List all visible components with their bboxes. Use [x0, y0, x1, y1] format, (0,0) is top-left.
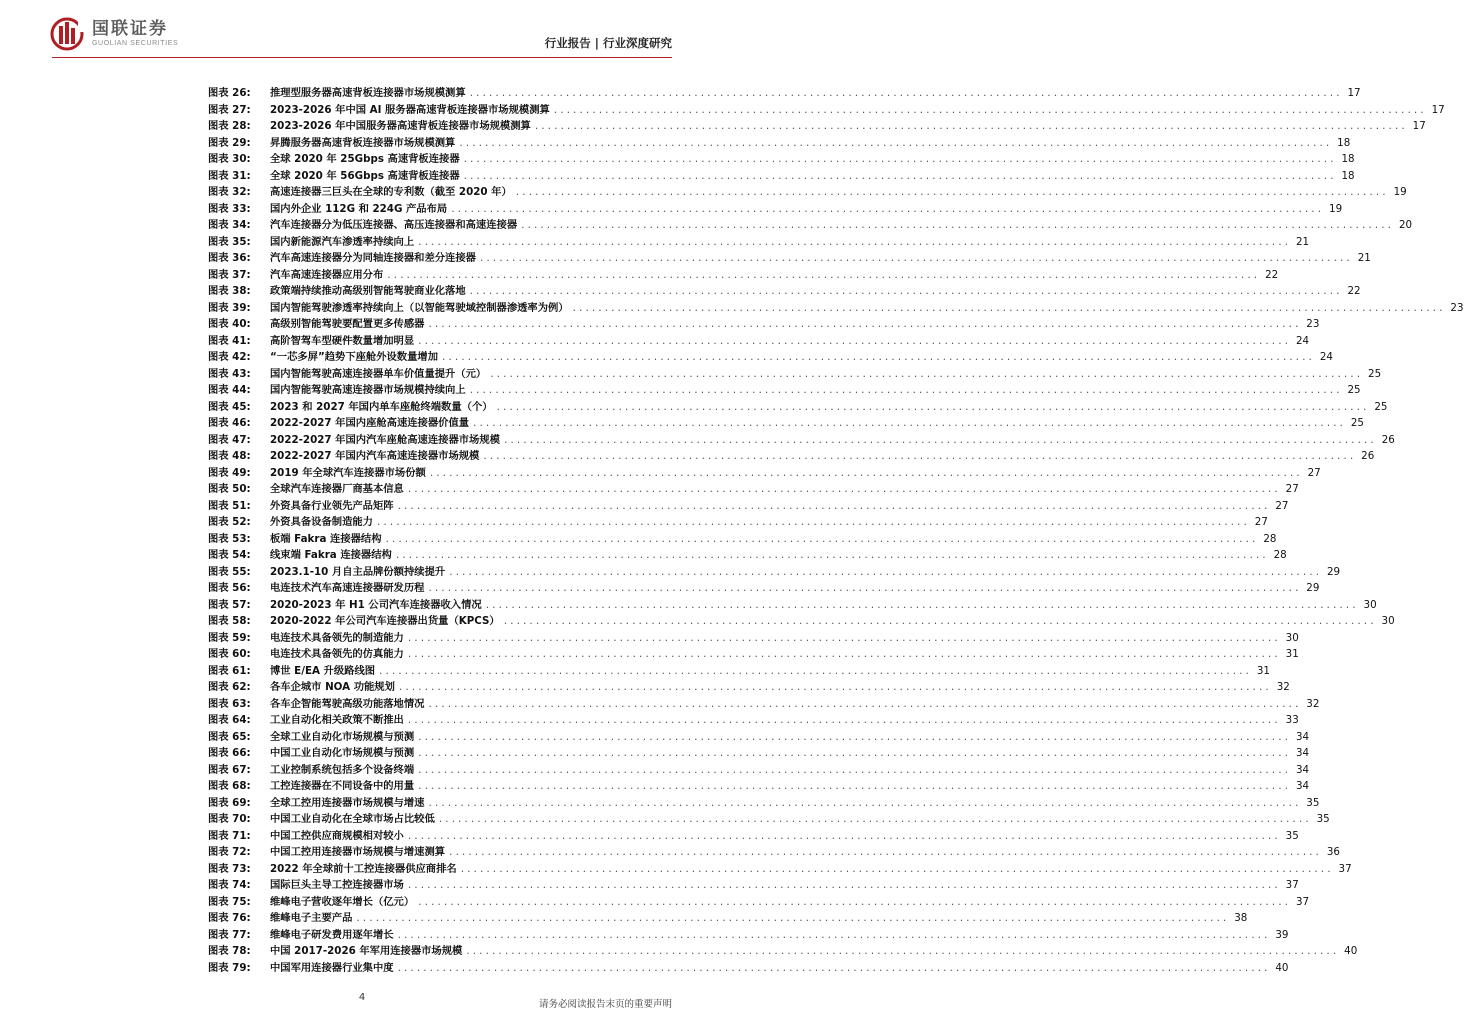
toc-entry-page: 23 [1306, 318, 1320, 330]
toc-entry[interactable] [208, 827, 1299, 844]
toc-entry[interactable] [208, 332, 1310, 349]
toc-entry-label: 图表 33: [208, 202, 251, 215]
toc-leader-dots [479, 254, 1352, 264]
toc-entry[interactable] [208, 777, 1310, 794]
toc-entry-title: 国内智能驾驶高速连接器单车价值量提升（元） [270, 367, 487, 380]
toc-entry-title: 国际巨头主导工控连接器市场 [270, 879, 404, 891]
toc-entry-title: 2019 年全球汽车连接器市场份额 [270, 466, 426, 479]
toc-entry-page: 20 [1398, 219, 1413, 231]
toc-entry-label: 图表 31: [208, 169, 251, 182]
toc-entry-page: 18 [1341, 153, 1355, 165]
toc-entry-title: 维峰电子营收逐年增长（亿元） [270, 895, 415, 908]
toc-entry-title: 电连技术具备领先的仿真能力 [270, 648, 404, 660]
toc-leader-dots [417, 238, 1290, 248]
toc-entry-page: 34 [1295, 763, 1310, 776]
toc-entry[interactable] [208, 216, 1413, 233]
toc-entry[interactable] [208, 612, 1395, 629]
toc-leader-dots [417, 782, 1290, 792]
toc-entry-page: 26 [1361, 450, 1375, 462]
toc-leader-dots [441, 353, 1314, 363]
toc-entry-page: 30 [1381, 615, 1395, 627]
toc-entry-page: 39 [1275, 928, 1289, 941]
toc-entry-page: 23 [1450, 301, 1464, 314]
toc-entry-label: 图表 57: [208, 598, 251, 611]
toc-entry-label: 图表 42: [208, 351, 251, 363]
toc-entry-title: 博世 E/EA 升级路线图 [270, 664, 376, 677]
toc-entry[interactable] [208, 233, 1310, 250]
toc-entry-page: 35 [1285, 829, 1299, 842]
toc-entry-page: 21 [1295, 235, 1310, 248]
toc-entry-label: 图表 27: [208, 103, 251, 116]
toc-entry[interactable] [208, 662, 1270, 679]
toc-entry-label: 图表 72: [208, 846, 251, 858]
toc-leader-dots [496, 403, 1369, 413]
toc-entry-label: 图表 52: [208, 516, 251, 528]
toc-entry-label: 图表 56: [208, 582, 251, 594]
toc-leader-dots [534, 122, 1407, 132]
toc-entry[interactable] [208, 546, 1287, 563]
toc-entry[interactable] [208, 909, 1248, 926]
toc-entry-title: 全球工业自动化市场规模与预测 [270, 730, 415, 743]
toc-leader-dots [397, 502, 1270, 512]
toc-entry-title: 工业控制系统包括多个设备终端 [270, 763, 415, 776]
toc-entry[interactable] [208, 959, 1289, 976]
toc-entry[interactable] [208, 926, 1289, 943]
toc-entry-label: 图表 55: [208, 565, 251, 578]
toc-entry[interactable] [208, 893, 1310, 910]
toc-leader-dots [463, 155, 1336, 165]
toc-entry-label: 图表 62: [208, 681, 251, 693]
toc-leader-dots [355, 914, 1228, 924]
toc-entry-title: 全球工控用连接器市场规模与增速 [270, 796, 425, 809]
toc-entry-title: 汽车高速连接器分为同轴连接器和差分连接器 [270, 252, 476, 264]
toc-entry-page: 32 [1306, 697, 1320, 710]
table-of-figures [208, 84, 1464, 975]
toc-leader-dots [520, 221, 1393, 231]
toc-entry-label: 图表 44: [208, 384, 251, 396]
toc-leader-dots [427, 320, 1300, 330]
toc-leader-dots [448, 568, 1321, 578]
toc-entry-page: 40 [1275, 961, 1289, 974]
toc-leader-dots [448, 848, 1321, 858]
toc-entry-title: 电连技术汽车高速连接器研发历程 [270, 582, 425, 594]
report-type: 行业报告 | 行业深度研究 [544, 36, 672, 50]
toc-entry[interactable] [208, 183, 1407, 200]
toc-entry-page: 19 [1393, 186, 1407, 198]
toc-entry-label: 图表 32: [208, 186, 251, 198]
toc-entry-title: 中国 2017-2026 年军用连接器市场规模 [270, 945, 463, 957]
toc-entry-label: 图表 29: [208, 136, 251, 149]
toc-entry-title: 2023-2026 年中国 AI 服务器高速背板连接器市场规模测算 [270, 103, 550, 116]
toc-leader-dots [503, 617, 1376, 627]
toc-leader-dots [397, 964, 1270, 974]
toc-entry-title: 2022-2027 年国内座舱高速连接器价值量 [270, 417, 470, 429]
toc-leader-dots [450, 205, 1323, 215]
toc-leader-dots [417, 337, 1290, 347]
toc-entry-page: 24 [1319, 351, 1333, 363]
toc-entry-title: 维峰电子主要产品 [270, 912, 353, 924]
toc-entry-page: 34 [1295, 747, 1310, 759]
toc-entry-title: 汽车连接器分为低压连接器、高压连接器和高速连接器 [270, 219, 518, 231]
toc-entry-page: 29 [1306, 582, 1320, 594]
toc-entry[interactable] [208, 431, 1395, 448]
toc-entry-label: 图表 63: [208, 697, 251, 710]
toc-entry[interactable] [208, 794, 1320, 811]
toc-entry[interactable] [208, 101, 1445, 118]
toc-entry-page: 34 [1295, 730, 1310, 743]
toc-entry[interactable] [208, 84, 1361, 101]
toc-entry-page: 24 [1295, 334, 1310, 347]
toc-leader-dots [395, 551, 1268, 561]
toc-leader-dots [407, 716, 1280, 726]
toc-entry-title: 国内智能驾驶高速连接器市场规模持续向上 [270, 384, 466, 396]
toc-leader-dots [407, 634, 1280, 644]
toc-leader-dots [427, 584, 1300, 594]
toc-leader-dots [417, 749, 1290, 759]
toc-entry-title: 外资具备行业领先产品矩阵 [270, 499, 394, 512]
toc-entry[interactable] [208, 249, 1371, 266]
toc-entry-label: 图表 58: [208, 615, 251, 627]
toc-entry-page: 40 [1344, 945, 1358, 957]
toc-leader-dots [398, 683, 1271, 693]
toc-entry[interactable] [208, 480, 1299, 497]
toc-leader-dots [407, 881, 1280, 891]
toc-entry[interactable] [208, 860, 1352, 877]
page-number: 4 [358, 992, 366, 1003]
toc-entry-page: 37 [1285, 879, 1299, 891]
toc-entry[interactable] [208, 348, 1333, 365]
toc-entry-label: 图表 48: [208, 450, 251, 462]
toc-leader-dots [429, 469, 1302, 479]
toc-entry-title: 工业自动化相关政策不断推出 [270, 714, 404, 726]
toc-leader-dots [469, 287, 1342, 297]
toc-entry-page: 28 [1273, 549, 1287, 561]
toc-leader-dots [386, 271, 1259, 281]
toc-entry-title: 中国军用连接器行业集中度 [270, 961, 394, 974]
toc-leader-dots [463, 172, 1336, 182]
toc-entry-label: 图表 36: [208, 252, 251, 264]
toc-entry-page: 31 [1285, 648, 1299, 660]
toc-entry-page: 17 [1347, 87, 1361, 99]
toc-entry-label: 图表 71: [208, 829, 251, 842]
toc-entry-page: 29 [1327, 565, 1341, 578]
toc-entry-title: 外资具备设备制造能力 [270, 516, 373, 528]
logo-text [92, 19, 178, 48]
toc-entry-title: 高级别智能驾驶要配置更多传感器 [270, 318, 425, 330]
toc-entry[interactable] [208, 497, 1289, 514]
toc-entry-label: 图表 78: [208, 945, 251, 957]
toc-entry[interactable] [208, 134, 1351, 151]
toc-entry[interactable] [208, 942, 1358, 959]
toc-entry[interactable] [208, 761, 1310, 778]
toc-entry-label: 图表 68: [208, 780, 251, 792]
toc-entry-title: 2020-2022 年公司汽车连接器出货量（KPCS） [270, 615, 500, 627]
toc-entry[interactable] [208, 299, 1464, 316]
toc-entry[interactable] [208, 398, 1388, 415]
toc-leader-dots [417, 733, 1290, 743]
toc-entry-title: 汽车高速连接器应用分布 [270, 268, 384, 281]
toc-entry-title: 线束端 Fakra 连接器结构 [270, 549, 392, 561]
toc-entry[interactable] [208, 629, 1299, 646]
toc-entry-label: 图表 30: [208, 153, 251, 165]
toc-leader-dots [438, 815, 1311, 825]
disclaimer-note: 请务必阅读报告末页的重要声明 [538, 999, 672, 1010]
toc-entry-page: 33 [1285, 714, 1299, 726]
toc-leader-dots [397, 931, 1270, 941]
toc-entry[interactable] [208, 381, 1361, 398]
toc-entry-page: 25 [1350, 417, 1364, 429]
toc-entry-page: 27 [1285, 483, 1299, 495]
toc-leader-dots [469, 386, 1342, 396]
toc-entry-page: 21 [1357, 252, 1371, 264]
toc-entry[interactable] [208, 447, 1375, 464]
logo-chinese-name: 国联证券 [92, 18, 168, 39]
toc-entry-page: 27 [1275, 499, 1289, 512]
toc-entry[interactable] [208, 117, 1426, 134]
toc-entry[interactable] [208, 414, 1364, 431]
toc-leader-dots [460, 865, 1333, 875]
toc-entry-page: 25 [1374, 400, 1388, 413]
toc-leader-dots [489, 370, 1362, 380]
toc-leader-dots [427, 799, 1300, 809]
toc-entry-label: 图表 49: [208, 466, 251, 479]
toc-entry-label: 图表 69: [208, 796, 251, 809]
toc-leader-dots [427, 700, 1300, 710]
toc-entry[interactable] [208, 843, 1340, 860]
toc-entry[interactable] [208, 266, 1279, 283]
toc-entry-title: 高阶智驾车型硬件数量增加明显 [270, 334, 415, 347]
toc-entry-page: 27 [1254, 516, 1268, 528]
toc-entry-title: 中国工业自动化市场规模与预测 [270, 747, 415, 759]
toc-entry-title: 2020-2023 年 H1 公司汽车连接器收入情况 [270, 598, 482, 611]
toc-entry-page: 25 [1347, 384, 1361, 396]
toc-leader-dots [515, 188, 1388, 198]
toc-entry-title: “一芯多屏”趋势下座舱外设数量增加 [270, 351, 438, 363]
toc-entry-page: 22 [1347, 285, 1361, 297]
toc-entry[interactable] [208, 678, 1290, 695]
toc-entry-label: 图表 70: [208, 813, 251, 825]
toc-entry-title: 各车企城市 NOA 功能规划 [270, 681, 395, 693]
toc-entry[interactable] [208, 150, 1355, 167]
toc-entry-title: 推理型服务器高速背板连接器市场规模测算 [270, 87, 466, 99]
toc-entry[interactable] [208, 695, 1320, 712]
toc-entry-label: 图表 38: [208, 285, 251, 297]
toc-leader-dots [385, 535, 1258, 545]
company-logo [50, 16, 178, 50]
toc-entry-label: 图表 45: [208, 400, 251, 413]
toc-entry-page: 31 [1256, 664, 1270, 677]
toc-entry-page: 22 [1265, 268, 1279, 281]
toc-entry[interactable] [208, 744, 1310, 761]
toc-entry-page: 37 [1338, 862, 1352, 875]
toc-entry-title: 国内外企业 112G 和 224G 产品布局 [270, 202, 448, 215]
toc-entry-page: 32 [1276, 681, 1290, 693]
toc-entry[interactable] [208, 563, 1341, 580]
toc-entry-label: 图表 77: [208, 928, 251, 941]
toc-entry[interactable] [208, 711, 1299, 728]
toc-entry-label: 图表 35: [208, 235, 251, 248]
toc-entry-label: 图表 39: [208, 301, 251, 314]
toc-entry-page: 35 [1306, 796, 1320, 809]
toc-leader-dots [472, 419, 1345, 429]
header-divider [52, 57, 672, 58]
toc-entry-label: 图表 74: [208, 879, 251, 891]
toc-entry[interactable] [208, 645, 1299, 662]
toc-entry-title: 全球 2020 年 25Gbps 高速背板连接器 [270, 153, 460, 165]
toc-entry-title: 昇腾服务器高速背板连接器市场规模测算 [270, 136, 456, 149]
toc-entry-page: 35 [1316, 813, 1330, 825]
toc-entry-label: 图表 65: [208, 730, 251, 743]
toc-entry-label: 图表 40: [208, 318, 251, 330]
toc-entry-label: 图表 79: [208, 961, 251, 974]
page-header [0, 0, 724, 62]
toc-entry-label: 图表 76: [208, 912, 251, 924]
toc-entry-label: 图表 41: [208, 334, 251, 347]
toc-entry-title: 维峰电子研发费用逐年增长 [270, 928, 394, 941]
toc-entry[interactable] [208, 464, 1321, 481]
toc-entry-label: 图表 73: [208, 862, 251, 875]
toc-entry-label: 图表 51: [208, 499, 251, 512]
toc-leader-dots [378, 667, 1251, 677]
toc-entry-page: 34 [1295, 780, 1310, 792]
toc-entry-title: 2023 和 2027 年国内单车座舱终端数量（个） [270, 400, 493, 413]
toc-entry-page: 19 [1329, 202, 1343, 215]
toc-entry-label: 图表 60: [208, 648, 251, 660]
toc-entry-page: 28 [1263, 532, 1277, 545]
logo-english-name: GUOLIAN SECURITIES [92, 39, 179, 47]
toc-entry-title: 电连技术具备领先的制造能力 [270, 631, 404, 644]
toc-entry-title: 政策端持续推动高级别智能驾驶商业化落地 [270, 285, 466, 297]
toc-entry[interactable] [208, 167, 1355, 184]
toc-entry-page: 25 [1368, 367, 1382, 380]
toc-entry-title: 板端 Fakra 连接器结构 [270, 532, 382, 545]
toc-leader-dots [469, 89, 1342, 99]
toc-leader-dots [485, 601, 1358, 611]
toc-entry[interactable] [208, 282, 1361, 299]
toc-entry-label: 图表 47: [208, 433, 251, 446]
toc-leader-dots [572, 304, 1445, 314]
toc-entry-page: 18 [1337, 136, 1351, 149]
toc-entry[interactable] [208, 315, 1320, 332]
toc-entry-label: 图表 75: [208, 895, 251, 908]
toc-entry-title: 中国工控用连接器市场规模与增速测算 [270, 846, 446, 858]
toc-entry-page: 27 [1307, 466, 1321, 479]
toc-entry-title: 国内智能驾驶渗透率持续向上（以智能驾驶域控制器渗透率为例） [270, 301, 569, 314]
toc-entry-label: 图表 26: [208, 87, 251, 99]
toc-entry-title: 工控连接器在不同设备中的用量 [270, 780, 415, 792]
toc-entry[interactable] [208, 513, 1268, 530]
toc-entry[interactable] [208, 579, 1320, 596]
toc-entry[interactable] [208, 200, 1343, 217]
toc-entry-title: 中国工控供应商规模相对较小 [270, 829, 404, 842]
toc-entry[interactable] [208, 728, 1310, 745]
toc-entry-title: 2023.1-10 月自主品牌份额持续提升 [270, 565, 446, 578]
toc-entry-title: 高速连接器三巨头在全球的专利数（截至 2020 年） [270, 186, 512, 198]
toc-leader-dots [407, 832, 1280, 842]
toc-leader-dots [465, 947, 1338, 957]
toc-entry-label: 图表 59: [208, 631, 251, 644]
toc-entry-page: 37 [1295, 895, 1310, 908]
toc-entry[interactable] [208, 365, 1382, 382]
toc-entry-label: 图表 67: [208, 763, 251, 776]
toc-entry-title: 2023-2026 年中国服务器高速背板连接器市场规模测算 [270, 120, 531, 132]
toc-leader-dots [553, 106, 1426, 116]
toc-entry-page: 18 [1341, 169, 1355, 182]
toc-entry-label: 图表 37: [208, 268, 251, 281]
toc-entry-page: 38 [1234, 912, 1248, 924]
toc-entry-title: 2022 年全球前十工控连接器供应商排名 [270, 862, 457, 875]
toc-leader-dots [407, 650, 1280, 660]
toc-entry-title: 国内新能源汽车渗透率持续向上 [270, 235, 415, 248]
toc-entry-page: 26 [1381, 433, 1395, 446]
guolian-logo-icon [50, 16, 86, 50]
toc-entry-title: 中国工业自动化在全球市场占比较低 [270, 813, 435, 825]
toc-entry-page: 30 [1363, 598, 1377, 611]
toc-entry[interactable] [208, 530, 1277, 547]
toc-leader-dots [482, 452, 1355, 462]
toc-entry[interactable] [208, 810, 1330, 827]
toc-entry-title: 2022-2027 年国内汽车座舱高速连接器市场规模 [270, 433, 500, 446]
toc-entry-title: 全球 2020 年 56Gbps 高速背板连接器 [270, 169, 460, 182]
toc-entry[interactable] [208, 596, 1377, 613]
toc-entry-label: 图表 53: [208, 532, 251, 545]
toc-entry-label: 图表 66: [208, 747, 251, 759]
toc-leader-dots [458, 139, 1331, 149]
toc-entry-label: 图表 64: [208, 714, 251, 726]
toc-entry-label: 图表 28: [208, 120, 251, 132]
toc-leader-dots [417, 766, 1290, 776]
toc-leader-dots [503, 436, 1376, 446]
toc-entry-page: 17 [1431, 103, 1445, 116]
toc-leader-dots [417, 898, 1290, 908]
toc-leader-dots [407, 485, 1280, 495]
toc-entry-title: 全球汽车连接器厂商基本信息 [270, 483, 404, 495]
toc-entry-title: 2022-2027 年国内汽车高速连接器市场规模 [270, 450, 480, 462]
toc-entry-label: 图表 61: [208, 664, 251, 677]
toc-entry-label: 图表 34: [208, 219, 251, 231]
toc-entry-page: 17 [1412, 120, 1426, 132]
toc-entry-label: 图表 43: [208, 367, 251, 380]
toc-entry-label: 图表 50: [208, 483, 251, 495]
toc-leader-dots [376, 518, 1249, 528]
toc-entry-label: 图表 46: [208, 417, 251, 429]
toc-entry-label: 图表 54: [208, 549, 251, 561]
toc-entry[interactable] [208, 876, 1299, 893]
toc-entry-page: 30 [1285, 631, 1299, 644]
toc-entry-page: 36 [1326, 846, 1340, 858]
toc-entry-title: 各车企智能驾驶高级功能落地情况 [270, 697, 425, 710]
